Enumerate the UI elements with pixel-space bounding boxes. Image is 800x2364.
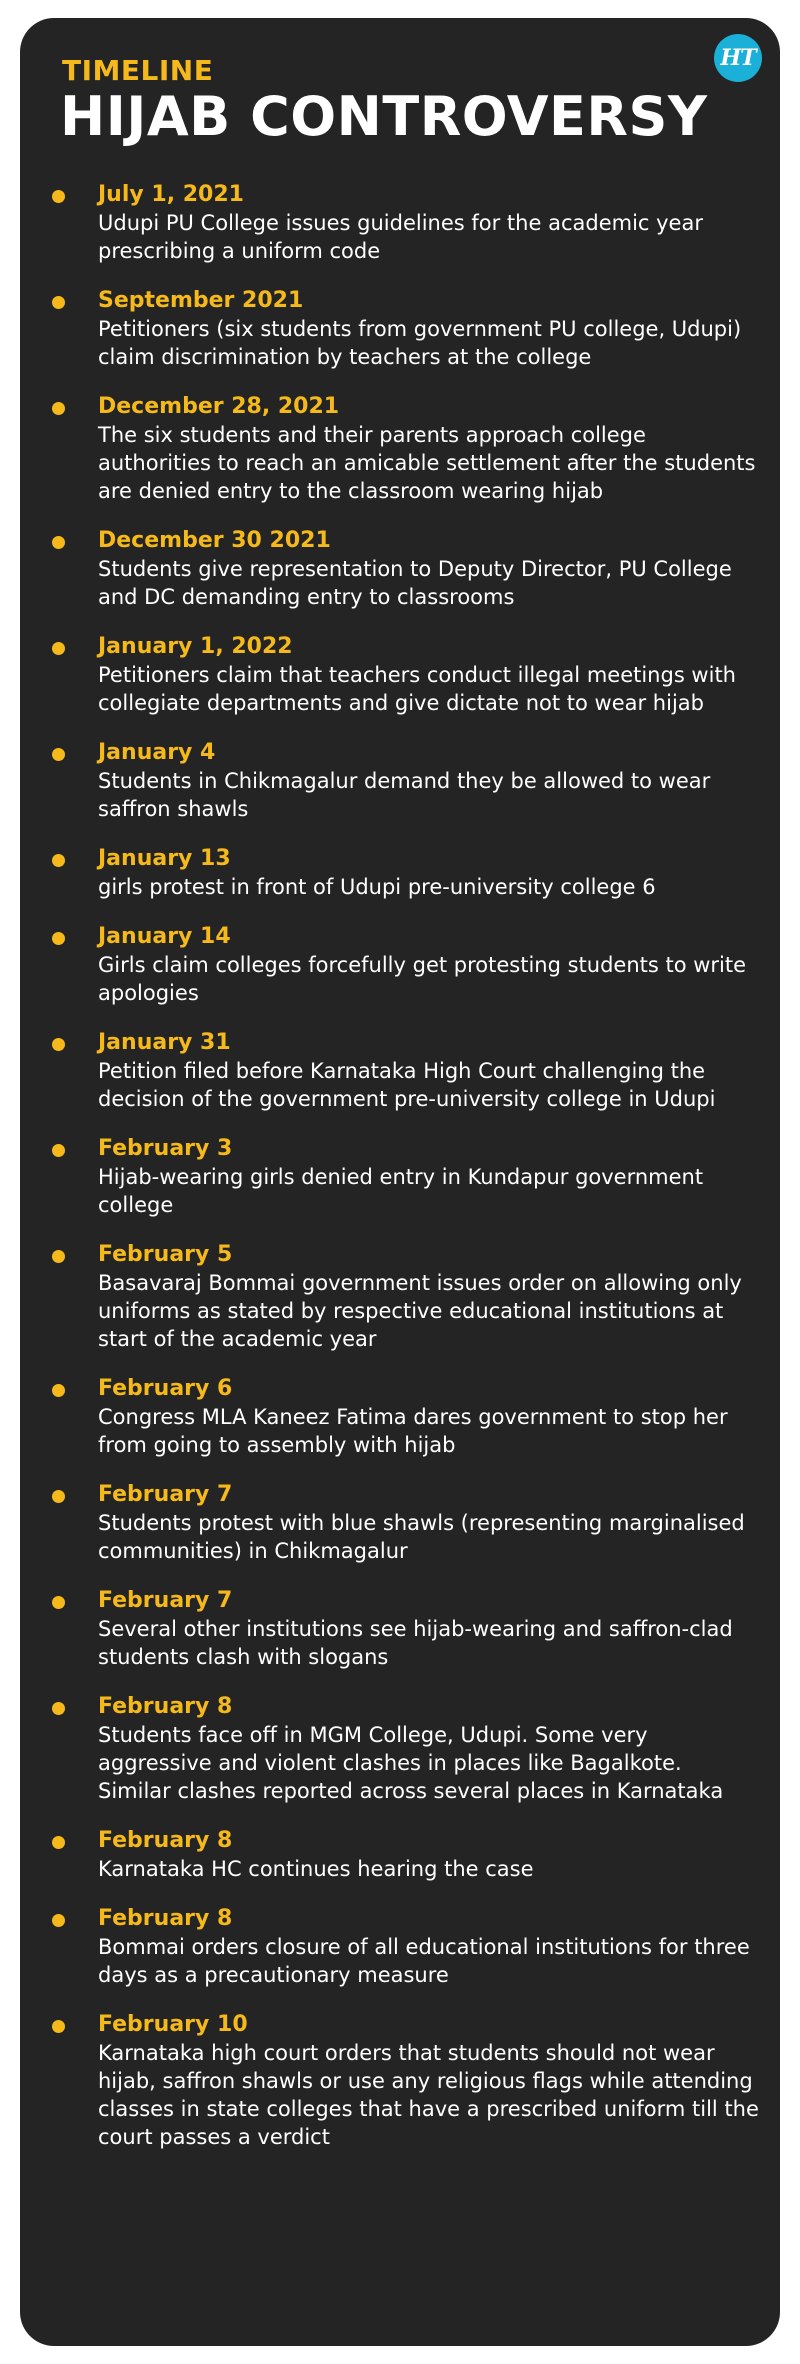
bullet-dot-icon (52, 1836, 65, 1849)
bullet-dot-icon (52, 1490, 65, 1503)
event-date: February 8 (98, 1906, 233, 1931)
event-description: Bommai orders closure of all educational institutions for three days as a precautionary measure (98, 1935, 750, 1987)
timeline-event (20, 287, 780, 371)
event-description: Karnataka high court orders that students should not wear hijab, saffron shawls or use any religious flags while attending classes in state colleges that have a prescribed uniform till the court passes a verdict (98, 2041, 759, 2149)
event-description: Petition filed before Karnataka High Court challenging the decision of the government pre-university college in Udupi (98, 1059, 716, 1111)
bullet-dot-icon (52, 1250, 65, 1263)
bullet-dot-icon (52, 932, 65, 945)
bullet-dot-icon (52, 642, 65, 655)
bullet-dot-icon (52, 296, 65, 309)
timeline-event (20, 633, 780, 717)
bullet-dot-icon (52, 854, 65, 867)
timeline-event (20, 845, 780, 901)
event-date: January 4 (98, 740, 216, 765)
event-date: January 13 (98, 846, 231, 871)
event-date: July 1, 2021 (98, 182, 244, 207)
timeline-event (20, 2011, 780, 2151)
event-date: February 7 (98, 1588, 233, 1613)
bullet-dot-icon (52, 1144, 65, 1157)
bullet-dot-icon (52, 536, 65, 549)
event-date: February 7 (98, 1482, 233, 1507)
timeline-event (20, 1693, 780, 1805)
event-description: Hijab-wearing girls denied entry in Kundapur government college (98, 1165, 704, 1217)
event-date: February 8 (98, 1694, 233, 1719)
event-description: Petitioners claim that teachers conduct illegal meetings with collegiate departments and give dictate not to wear hijab (98, 663, 736, 715)
event-description: Students give representation to Deputy Director, PU College and DC demanding entry to classrooms (98, 557, 732, 609)
bullet-dot-icon (52, 748, 65, 761)
event-date: January 14 (98, 924, 231, 949)
bullet-dot-icon (52, 402, 65, 415)
timeline-event (20, 1135, 780, 1219)
event-date: February 10 (98, 2012, 248, 2037)
bullet-dot-icon (52, 2020, 65, 2033)
kicker-label: TIMELINE (62, 54, 214, 87)
event-description: Basavaraj Bommai government issues order on allowing only uniforms as stated by respective educational institutions at start of the academic year (98, 1271, 742, 1351)
event-description: Congress MLA Kaneez Fatima dares government to stop her from going to assembly with hijab (98, 1405, 728, 1457)
event-description: Several other institutions see hijab-wearing and saffron-clad students clash with slogans (98, 1617, 733, 1669)
timeline-event (20, 393, 780, 505)
event-date: February 5 (98, 1242, 233, 1267)
event-description: Students protest with blue shawls (representing marginalised communities) in Chikmagalur (98, 1511, 745, 1563)
timeline-event (20, 181, 780, 265)
timeline-event (20, 1375, 780, 1459)
bullet-dot-icon (52, 1038, 65, 1051)
event-description: Karnataka HC continues hearing the case (98, 1857, 534, 1881)
event-date: February 8 (98, 1828, 233, 1853)
timeline-event (20, 1827, 780, 1883)
timeline-event (20, 739, 780, 823)
event-description: The six students and their parents approach college authorities to reach an amicable settlement after the students are denied entry to the classroom wearing hijab (98, 423, 756, 503)
event-date: January 1, 2022 (98, 634, 293, 659)
bullet-dot-icon (52, 1914, 65, 1927)
event-date: February 6 (98, 1376, 233, 1401)
ht-logo-icon: HT (714, 34, 762, 82)
event-date: December 30 2021 (98, 528, 331, 553)
event-description: Girls claim colleges forcefully get protesting students to write apologies (98, 953, 747, 1005)
timeline-event (20, 923, 780, 1007)
timeline-event (20, 1587, 780, 1671)
timeline-list (20, 181, 780, 2173)
event-date: September 2021 (98, 288, 304, 313)
event-date: December 28, 2021 (98, 394, 340, 419)
timeline-event (20, 527, 780, 611)
bullet-dot-icon (52, 190, 65, 203)
page-title: HIJAB CONTROVERSY (60, 85, 708, 148)
timeline-card (20, 18, 780, 2346)
bullet-dot-icon (52, 1384, 65, 1397)
bullet-dot-icon (52, 1702, 65, 1715)
timeline-event (20, 1029, 780, 1113)
timeline-event (20, 1241, 780, 1353)
event-description: Petitioners (six students from government PU college, Udupi) claim discrimination by teachers at the college (98, 317, 742, 369)
bullet-dot-icon (52, 1596, 65, 1609)
timeline-event (20, 1905, 780, 1989)
event-description: Students in Chikmagalur demand they be allowed to wear saffron shawls (98, 769, 711, 821)
event-description: Udupi PU College issues guidelines for the academic year prescribing a uniform code (98, 211, 703, 263)
timeline-event (20, 1481, 780, 1565)
event-description: Students face off in MGM College, Udupi. Some very aggressive and violent clashes in places like Bagalkote. Similar clashes reported across several places in Karnataka (98, 1723, 724, 1803)
event-date: January 31 (98, 1030, 231, 1055)
event-date: February 3 (98, 1136, 233, 1161)
event-description: girls protest in front of Udupi pre-university college 6 (98, 875, 656, 899)
